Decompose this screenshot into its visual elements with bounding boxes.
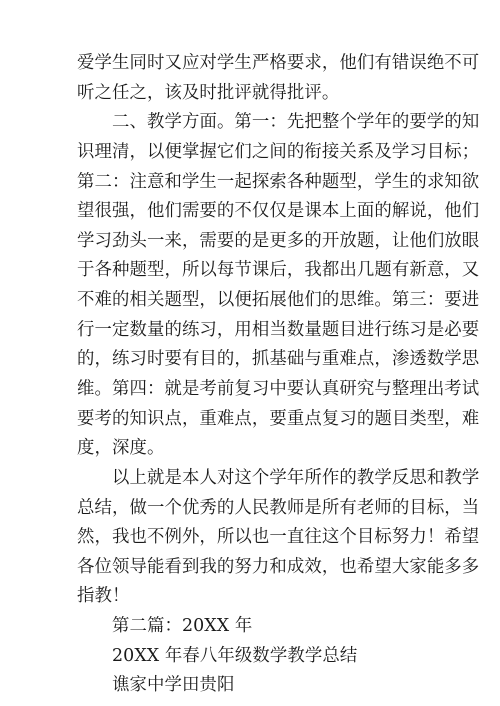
text-line: 第二：注意和学生一起探索各种题型，学生的求知欲 xyxy=(77,172,480,192)
text-line: 行一定数量的练习，用相当数量题目进行练习是必要 xyxy=(77,320,480,340)
text-line: 不难的相关题型，以便拓展他们的思维。第三：要进 xyxy=(77,290,480,310)
text-line: 听之任之，该及时批评就得批评。 xyxy=(77,83,340,103)
text-line: 维。第四：就是考前复习中要认真研究与整理出考试 xyxy=(77,379,480,399)
text-line: 然，我也不例外，所以也一直往这个目标努力！希望 xyxy=(77,527,480,547)
text-line: 要考的知识点，重难点，要重点复习的题目类型，难 xyxy=(77,409,480,429)
document-title: 20XX 年春八年级数学教学总结 xyxy=(112,646,358,666)
text-line: 于各种题型，所以每节课后，我都出几题有新意，又 xyxy=(77,260,480,280)
text-line: 各位领导能看到我的努力和成效，也希望大家能多多 xyxy=(77,557,480,577)
author-line: 谯家中学田贵阳 xyxy=(112,675,235,695)
text-line: 识理清，以便掌握它们之间的衔接关系及学习目标； xyxy=(77,142,480,162)
section-heading: 第二篇：20XX 年 xyxy=(112,616,253,636)
text-line: 总结，做一个优秀的人民教师是所有老师的目标，当 xyxy=(77,498,480,518)
text-line: 的，练习时要有目的，抓基础与重难点，渗透数学思 xyxy=(77,349,480,369)
text-line: 度，深度。 xyxy=(77,438,165,458)
text-line: 以上就是本人对这个学年所作的教学反思和教学 xyxy=(112,468,480,488)
text-line: 爱学生同时又应对学生严格要求，他们有错误绝不可 xyxy=(77,53,480,73)
text-line: 学习劲头一来，需要的是更多的开放题，让他们放眼 xyxy=(77,231,480,251)
text-line: 二、教学方面。第一：先把整个学年的要学的知 xyxy=(112,112,480,132)
text-line: 指教！ xyxy=(77,586,130,606)
text-line: 望很强，他们需要的不仅仅是课本上面的解说，他们 xyxy=(77,201,480,221)
